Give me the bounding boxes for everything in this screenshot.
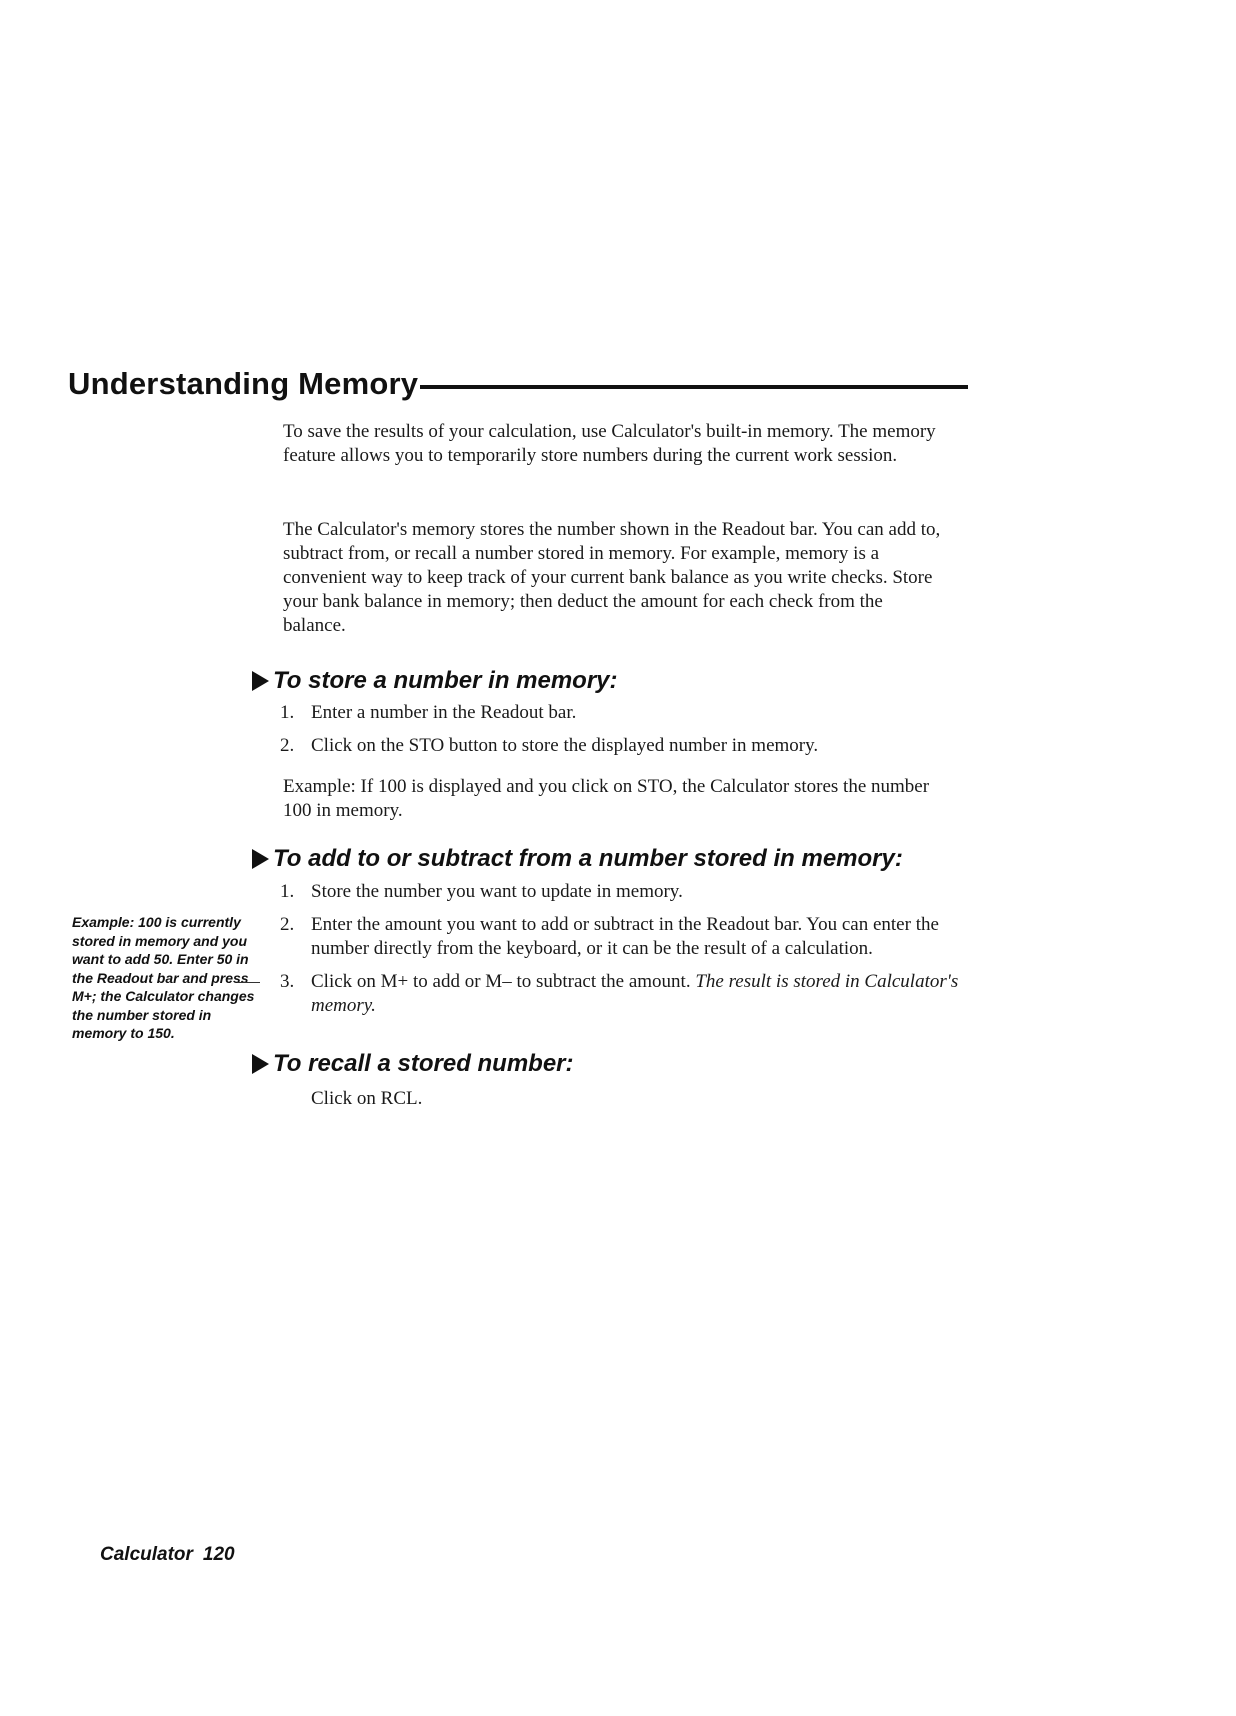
add-subtract-title: To add to or subtract from a number stored in memory:	[273, 845, 903, 872]
recall-subheading	[252, 1050, 574, 1078]
list-item	[280, 970, 960, 1018]
list-item	[280, 701, 960, 725]
step-text: Enter the amount you want to add or subtract in the Readout bar. You can enter the number directly from the keyboard, or it can be the result of a calculation.	[311, 914, 939, 959]
add-subtract-steps	[280, 880, 960, 1027]
add-subtract-subheading	[252, 845, 903, 873]
list-item	[280, 880, 960, 904]
step-result-note: The result is stored in Calculator's memory.	[311, 971, 959, 1016]
store-title: To store a number in memory:	[273, 667, 618, 694]
section-heading	[68, 366, 968, 402]
footer-label: Calculator	[100, 1544, 193, 1565]
step-number: 1.	[280, 881, 295, 902]
step-text: Click on the STO button to store the displayed number in memory.	[311, 735, 819, 756]
page-number: 120	[202, 1544, 235, 1565]
step-number: 3.	[280, 971, 295, 992]
intro-paragraph-1: To save the results of your calculation, use Calculator's built-in memory. The memory feature allows you to temporarily store numbers during the current work session.	[283, 421, 936, 466]
page-title: Understanding Memory	[68, 366, 419, 401]
page-footer	[100, 1544, 235, 1566]
step-main-text: Click on M+ to add or M– to subtract the amount.	[311, 971, 691, 992]
step-number: 2.	[280, 914, 295, 935]
bullet-arrow-icon	[252, 849, 269, 869]
recall-text: Click on RCL.	[311, 1088, 423, 1109]
list-item	[280, 734, 960, 758]
intro-paragraph-2: The Calculator's memory stores the number shown in the Readout bar. You can add to, subtract from, or recall a number stored in memory. For example, memory is a convenient way to keep track of your current bank balance as you write checks. Store your bank balance in memory; then deduct the amount for each check from the balance.	[283, 519, 941, 636]
store-steps	[280, 701, 960, 767]
step-text: Store the number you want to update in memory.	[311, 881, 683, 902]
step-number: 1.	[280, 702, 295, 723]
margin-note-leader	[238, 982, 260, 984]
step-number: 2.	[280, 735, 295, 756]
step-text: Enter a number in the Readout bar.	[311, 702, 577, 723]
bullet-arrow-icon	[252, 1054, 269, 1074]
heading-rule	[420, 385, 968, 389]
store-subheading	[252, 667, 618, 695]
step-text	[311, 970, 960, 1018]
bullet-arrow-icon	[252, 671, 269, 691]
list-item	[280, 913, 960, 961]
store-example: Example: If 100 is displayed and you click on STO, the Calculator stores the number 100 in memory.	[283, 776, 930, 821]
margin-note: Example: 100 is currently stored in memory and you want to add 50. Enter 50 in the Readout bar and press M+; the Calculator changes the number stored in memory to 150.	[72, 914, 255, 1041]
recall-title: To recall a stored number:	[273, 1050, 574, 1077]
